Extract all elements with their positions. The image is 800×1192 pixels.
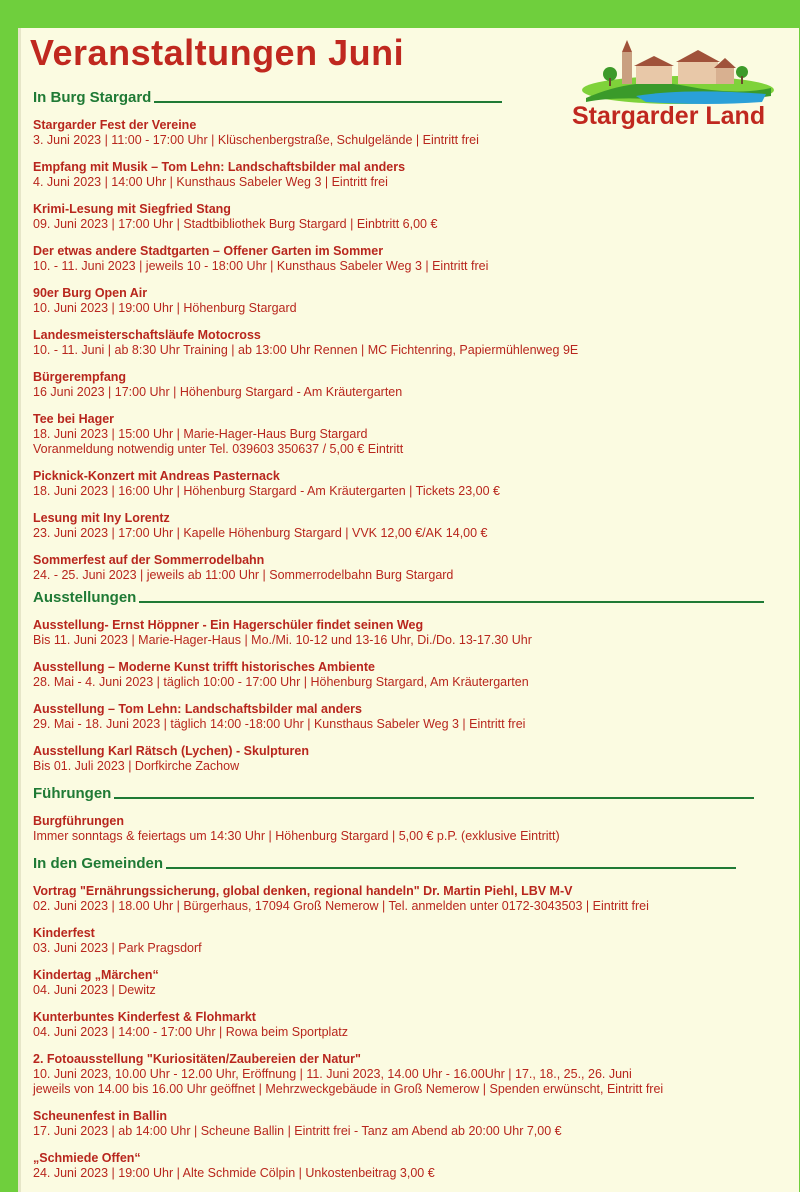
section-heading <box>33 86 578 106</box>
section-rule <box>166 867 736 869</box>
event-title: Vortrag "Ernährungssicherung, global denken, regional handeln" Dr. Martin Piehl, LBV M-V <box>33 884 573 898</box>
page-title: Veranstaltungen Juni <box>30 32 405 73</box>
event-title: „Schmiede Offen“ <box>33 1151 141 1165</box>
event-details: 17. Juni 2023 | ab 14:00 Uhr | Scheune Ballin | Eintritt frei - Tanz am Abend ab 20:00 Uhr 7,00 € <box>33 1124 562 1138</box>
section-heading <box>33 852 736 872</box>
event-title: Kindertag „Märchen“ <box>33 968 159 982</box>
event-item <box>33 968 736 998</box>
section-rule <box>154 101 502 103</box>
event-details: Voranmeldung notwendig unter Tel. 039603 350637 / 5,00 € Eintritt <box>33 442 404 456</box>
section-heading <box>33 782 754 802</box>
event-item <box>33 702 764 732</box>
section-title: In Burg Stargard <box>33 89 152 106</box>
event-title: Ausstellung- Ernst Höppner - Ein Hagerschüler findet seinen Weg <box>33 618 424 632</box>
event-item <box>33 412 578 457</box>
event-details: 09. Juni 2023 | 17:00 Uhr | Stadtbibliothek Burg Stargard | Einbtritt 6,00 € <box>33 217 438 231</box>
event-details: 10. - 11. Juni | ab 8:30 Uhr Training | ab 13:00 Uhr Rennen | MC Fichtenring, Papiermühlenweg 9E <box>33 343 579 357</box>
section-heading <box>33 586 764 606</box>
event-details: 04. Juni 2023 | 14:00 - 17:00 Uhr | Rowa beim Sportplatz <box>33 1025 349 1039</box>
event-title: 90er Burg Open Air <box>33 286 148 300</box>
section-title: Führungen <box>33 785 112 802</box>
event-item <box>33 884 736 914</box>
section-title: Ausstellungen <box>33 589 137 606</box>
event-details: 24. - 25. Juni 2023 | jeweils ab 11:00 Uhr | Sommerrodelbahn Burg Stargard <box>33 568 454 582</box>
event-item <box>33 244 578 274</box>
event-title: Burgführungen <box>33 814 124 828</box>
event-item <box>33 660 764 690</box>
event-title: Landesmeisterschaftsläufe Motocross <box>33 328 261 342</box>
event-details: 10. Juni 2023, 10.00 Uhr - 12.00 Uhr, Eröffnung | 11. Juni 2023, 14.00 Uhr - 16.00Uhr | 17., 18., 25., 26. Juni <box>33 1067 632 1081</box>
logo-wordmark: Stargarder Land <box>572 102 766 130</box>
section-3 <box>33 852 736 1181</box>
event-item <box>33 118 578 148</box>
event-title: Der etwas andere Stadtgarten – Offener Garten im Sommer <box>33 244 384 258</box>
event-item <box>33 744 764 774</box>
event-details: 02. Juni 2023 | 18.00 Uhr | Bürgerhaus, 17094 Groß Nemerow | Tel. anmelden unter 0172-3043503 | Eintritt frei <box>33 899 649 913</box>
section-2 <box>33 782 754 844</box>
event-details: 16 Juni 2023 | 17:00 Uhr | Höhenburg Stargard - Am Kräutergarten <box>33 385 403 399</box>
event-item <box>33 286 578 316</box>
event-title: Ausstellung – Moderne Kunst trifft historisches Ambiente <box>33 660 375 674</box>
section-0 <box>33 86 578 583</box>
event-item <box>33 511 578 541</box>
event-item <box>33 618 764 648</box>
event-details: Bis 01. Juli 2023 | Dorfkirche Zachow <box>33 759 240 773</box>
event-item <box>33 1010 736 1040</box>
event-details: 29. Mai - 18. Juni 2023 | täglich 14:00 -18:00 Uhr | Kunsthaus Sabeler Weg 3 | Eintritt frei <box>33 717 526 731</box>
event-details: 18. Juni 2023 | 15:00 Uhr | Marie-Hager-Haus Burg Stargard <box>33 427 368 441</box>
event-item <box>33 926 736 956</box>
event-title: Kunterbuntes Kinderfest & Flohmarkt <box>33 1010 256 1024</box>
section-rule <box>114 797 754 799</box>
event-details: 4. Juni 2023 | 14:00 Uhr | Kunsthaus Sabeler Weg 3 | Eintritt frei <box>33 175 388 189</box>
event-title: Ausstellung Karl Rätsch (Lychen) - Skulpturen <box>33 744 309 758</box>
event-title: Kinderfest <box>33 926 95 940</box>
section-rule <box>139 601 764 603</box>
event-title: Ausstellung – Tom Lehn: Landschaftsbilder mal anders <box>33 702 362 716</box>
event-item <box>33 202 578 232</box>
event-title: Empfang mit Musik – Tom Lehn: Landschaftsbilder mal anders <box>33 160 406 174</box>
event-title: Stargarder Fest der Vereine <box>33 118 197 132</box>
event-title: Bürgerempfang <box>33 370 127 384</box>
event-details: 3. Juni 2023 | 11:00 - 17:00 Uhr | Klüschenbergstraße, Schulgelände | Eintritt frei <box>33 133 479 147</box>
event-details: 10. - 11. Juni 2023 | jeweils 10 - 18:00 Uhr | Kunsthaus Sabeler Weg 3 | Eintritt frei <box>33 259 489 273</box>
section-title: In den Gemeinden <box>33 855 164 872</box>
event-details: 28. Mai - 4. Juni 2023 | täglich 10:00 - 17:00 Uhr | Höhenburg Stargard, Am Kräutergarten <box>33 675 529 689</box>
event-details: 03. Juni 2023 | Park Pragsdorf <box>33 941 202 955</box>
event-item <box>33 1052 736 1097</box>
event-details: Immer sonntags & feiertags um 14:30 Uhr | Höhenburg Stargard | 5,00 € p.P. (exklusive Eintritt) <box>33 829 560 843</box>
event-title: Krimi-Lesung mit Siegfried Stang <box>33 202 231 216</box>
event-title: Picknick-Konzert mit Andreas Pasternack <box>33 469 280 483</box>
event-title: 2. Fotoausstellung "Kuriositäten/Zaubereien der Natur" <box>33 1052 361 1066</box>
event-title: Sommerfest auf der Sommerrodelbahn <box>33 553 265 567</box>
section-1 <box>33 586 764 774</box>
event-item <box>33 160 578 190</box>
event-title: Tee bei Hager <box>33 412 115 426</box>
event-details: Bis 11. Juni 2023 | Marie-Hager-Haus | Mo./Mi. 10-12 und 13-16 Uhr, Di./Do. 13-17.30 Uhr <box>33 633 532 647</box>
event-item <box>33 328 578 358</box>
event-item <box>33 469 578 499</box>
event-item <box>33 1151 736 1181</box>
event-title: Scheunenfest in Ballin <box>33 1109 168 1123</box>
event-item <box>33 553 578 583</box>
event-details: 23. Juni 2023 | 17:00 Uhr | Kapelle Höhenburg Stargard | VVK 12,00 €/AK 14,00 € <box>33 526 488 540</box>
event-item <box>33 370 578 400</box>
event-details: 04. Juni 2023 | Dewitz <box>33 983 156 997</box>
event-title: Lesung mit Iny Lorentz <box>33 511 170 525</box>
event-details: 18. Juni 2023 | 16:00 Uhr | Höhenburg Stargard - Am Kräutergarten | Tickets 23,00 € <box>33 484 500 498</box>
event-details: jeweils von 14.00 bis 16.00 Uhr geöffnet | Mehrzweckgebäude in Groß Nemerow | Spenden erwünscht, Eintritt frei <box>33 1082 664 1096</box>
event-details: 24. Juni 2023 | 19:00 Uhr | Alte Schmide Cölpin | Unkostenbeitrag 3,00 € <box>33 1166 435 1180</box>
event-item <box>33 814 754 844</box>
event-details: 10. Juni 2023 | 19:00 Uhr | Höhenburg Stargard <box>33 301 297 315</box>
event-item <box>33 1109 736 1139</box>
